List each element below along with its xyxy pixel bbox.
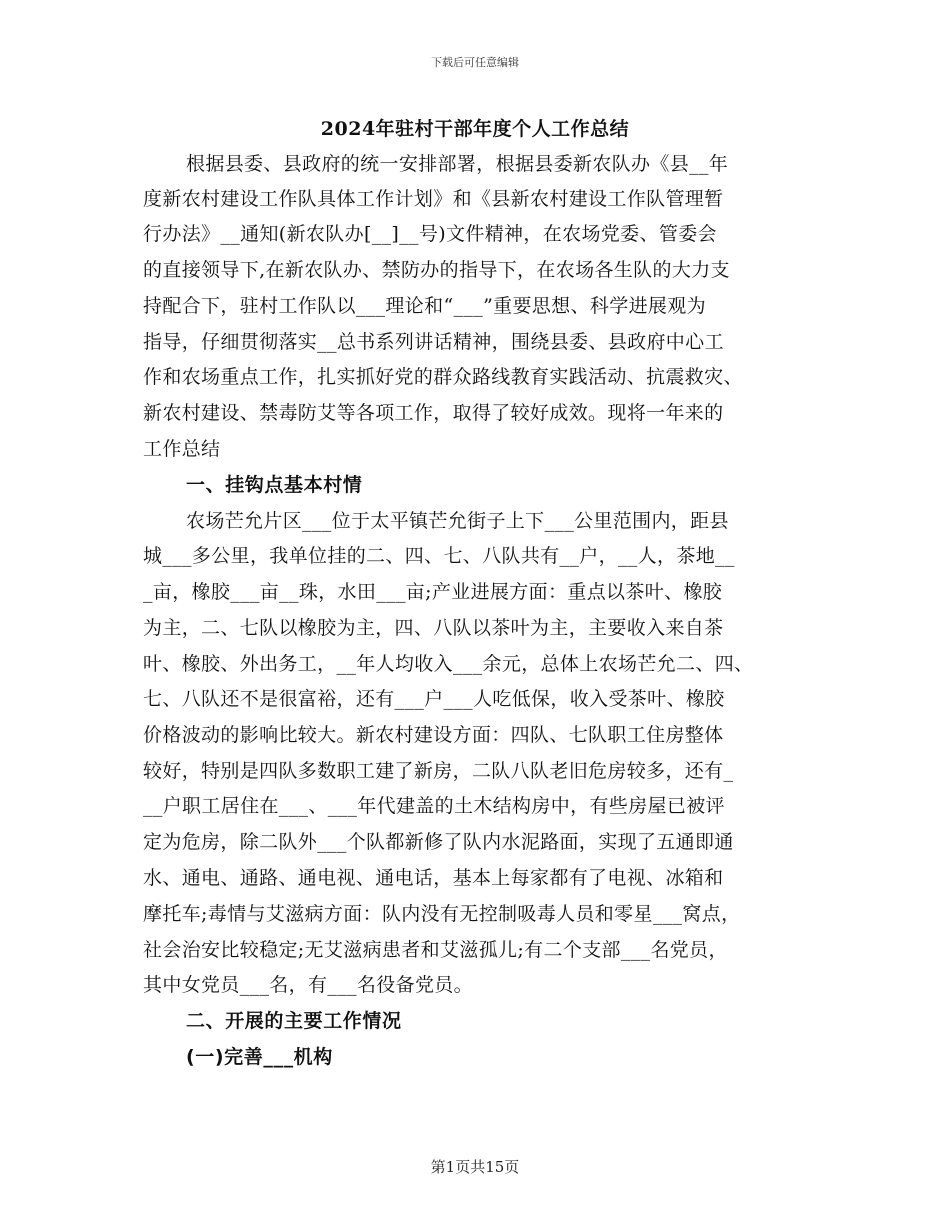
- body-line-7: 作和农场重点工作，扎实抓好党的群众路线教育实践活动、抗震救灾、: [143, 366, 743, 388]
- section-heading-main-work: 二、开展的主要工作情况: [186, 1010, 402, 1032]
- body-line-20: 定为危房，除二队外___个队都新修了队内水泥路面，实现了五通即通: [143, 831, 734, 853]
- page-number-footer: 第1页共15页: [430, 1158, 520, 1176]
- body-line-18: 较好，特别是四队多数职工建了新房，二队八队老旧危房较多，还有_: [143, 760, 734, 782]
- body-line-1: 根据县委、县政府的统一安排部署，根据县委新农队办《县__年: [186, 153, 729, 175]
- body-line-24: 其中女党员___名，有___名役备党员。: [143, 974, 474, 996]
- body-line-11: 农场芒允片区___位于太平镇芒允街子上下___公里范围内，距县: [186, 510, 729, 532]
- body-line-3: 行办法》__通知(新农队办[__]__号)文件精神，在农场党委、管委会: [143, 223, 717, 245]
- body-line-4: 的直接领导下,在新农队办、禁防办的指导下，在农场各生队的大力支: [143, 259, 730, 281]
- subsection-heading-organization: (一)完善___机构: [186, 1046, 333, 1068]
- body-line-6: 指导，仔细贯彻落实__总书系列讲话精神，围绕县委、县政府中心工: [143, 331, 724, 353]
- body-line-9: 工作总结: [143, 438, 221, 460]
- body-line-13: _亩，橡胶___亩__珠，水田___亩;产业进展方面：重点以茶叶、橡胶: [143, 581, 723, 603]
- body-line-5: 持配合下，驻村工作队以___理论和“___”重要思想、科学进展观为: [143, 295, 706, 317]
- body-line-22: 摩托车;毒情与艾滋病方面：队内没有无控制吸毒人员和零星___窝点，: [143, 903, 741, 925]
- body-line-14: 为主，二、七队以橡胶为主，四、八队以茶叶为主，主要收入来自茶: [143, 617, 724, 639]
- body-line-17: 价格波动的影响比较大。新农村建设方面：四队、七队职工住房整体: [143, 724, 724, 746]
- body-line-23: 社会治安比较稳定;无艾滋病患者和艾滋孤儿;有二个支部___名党员，: [143, 939, 728, 961]
- body-line-21: 水、通电、通路、通电视、通电话，基本上每家都有了电视、冰箱和: [143, 867, 724, 889]
- body-line-8: 新农村建设、禁毒防艾等各项工作，取得了较好成效。现将一年来的: [143, 402, 724, 424]
- body-line-15: 叶、橡胶、外出务工，__年人均收入___余元，总体上农场芒允二、四、: [143, 653, 754, 675]
- body-line-19: __户职工居住在___、___年代建盖的土木结构房中，有些房屋已被评: [143, 795, 725, 817]
- body-line-16: 七、八队还不是很富裕，还有___户___人吃低保，收入受茶叶、橡胶: [143, 688, 725, 710]
- section-heading-village-info: 一、挂钩点基本村情: [186, 474, 363, 496]
- page-header-note: 下载后可任意编辑: [431, 56, 519, 69]
- body-line-12: 城___多公里，我单位挂的二、四、七、八队共有__户，__人，茶地__: [143, 545, 735, 567]
- document-title: 2024年驻村干部年度个人工作总结: [320, 118, 630, 140]
- body-line-2: 度新农村建设工作队具体工作计划》和《县新农村建设工作队管理暂: [143, 188, 724, 210]
